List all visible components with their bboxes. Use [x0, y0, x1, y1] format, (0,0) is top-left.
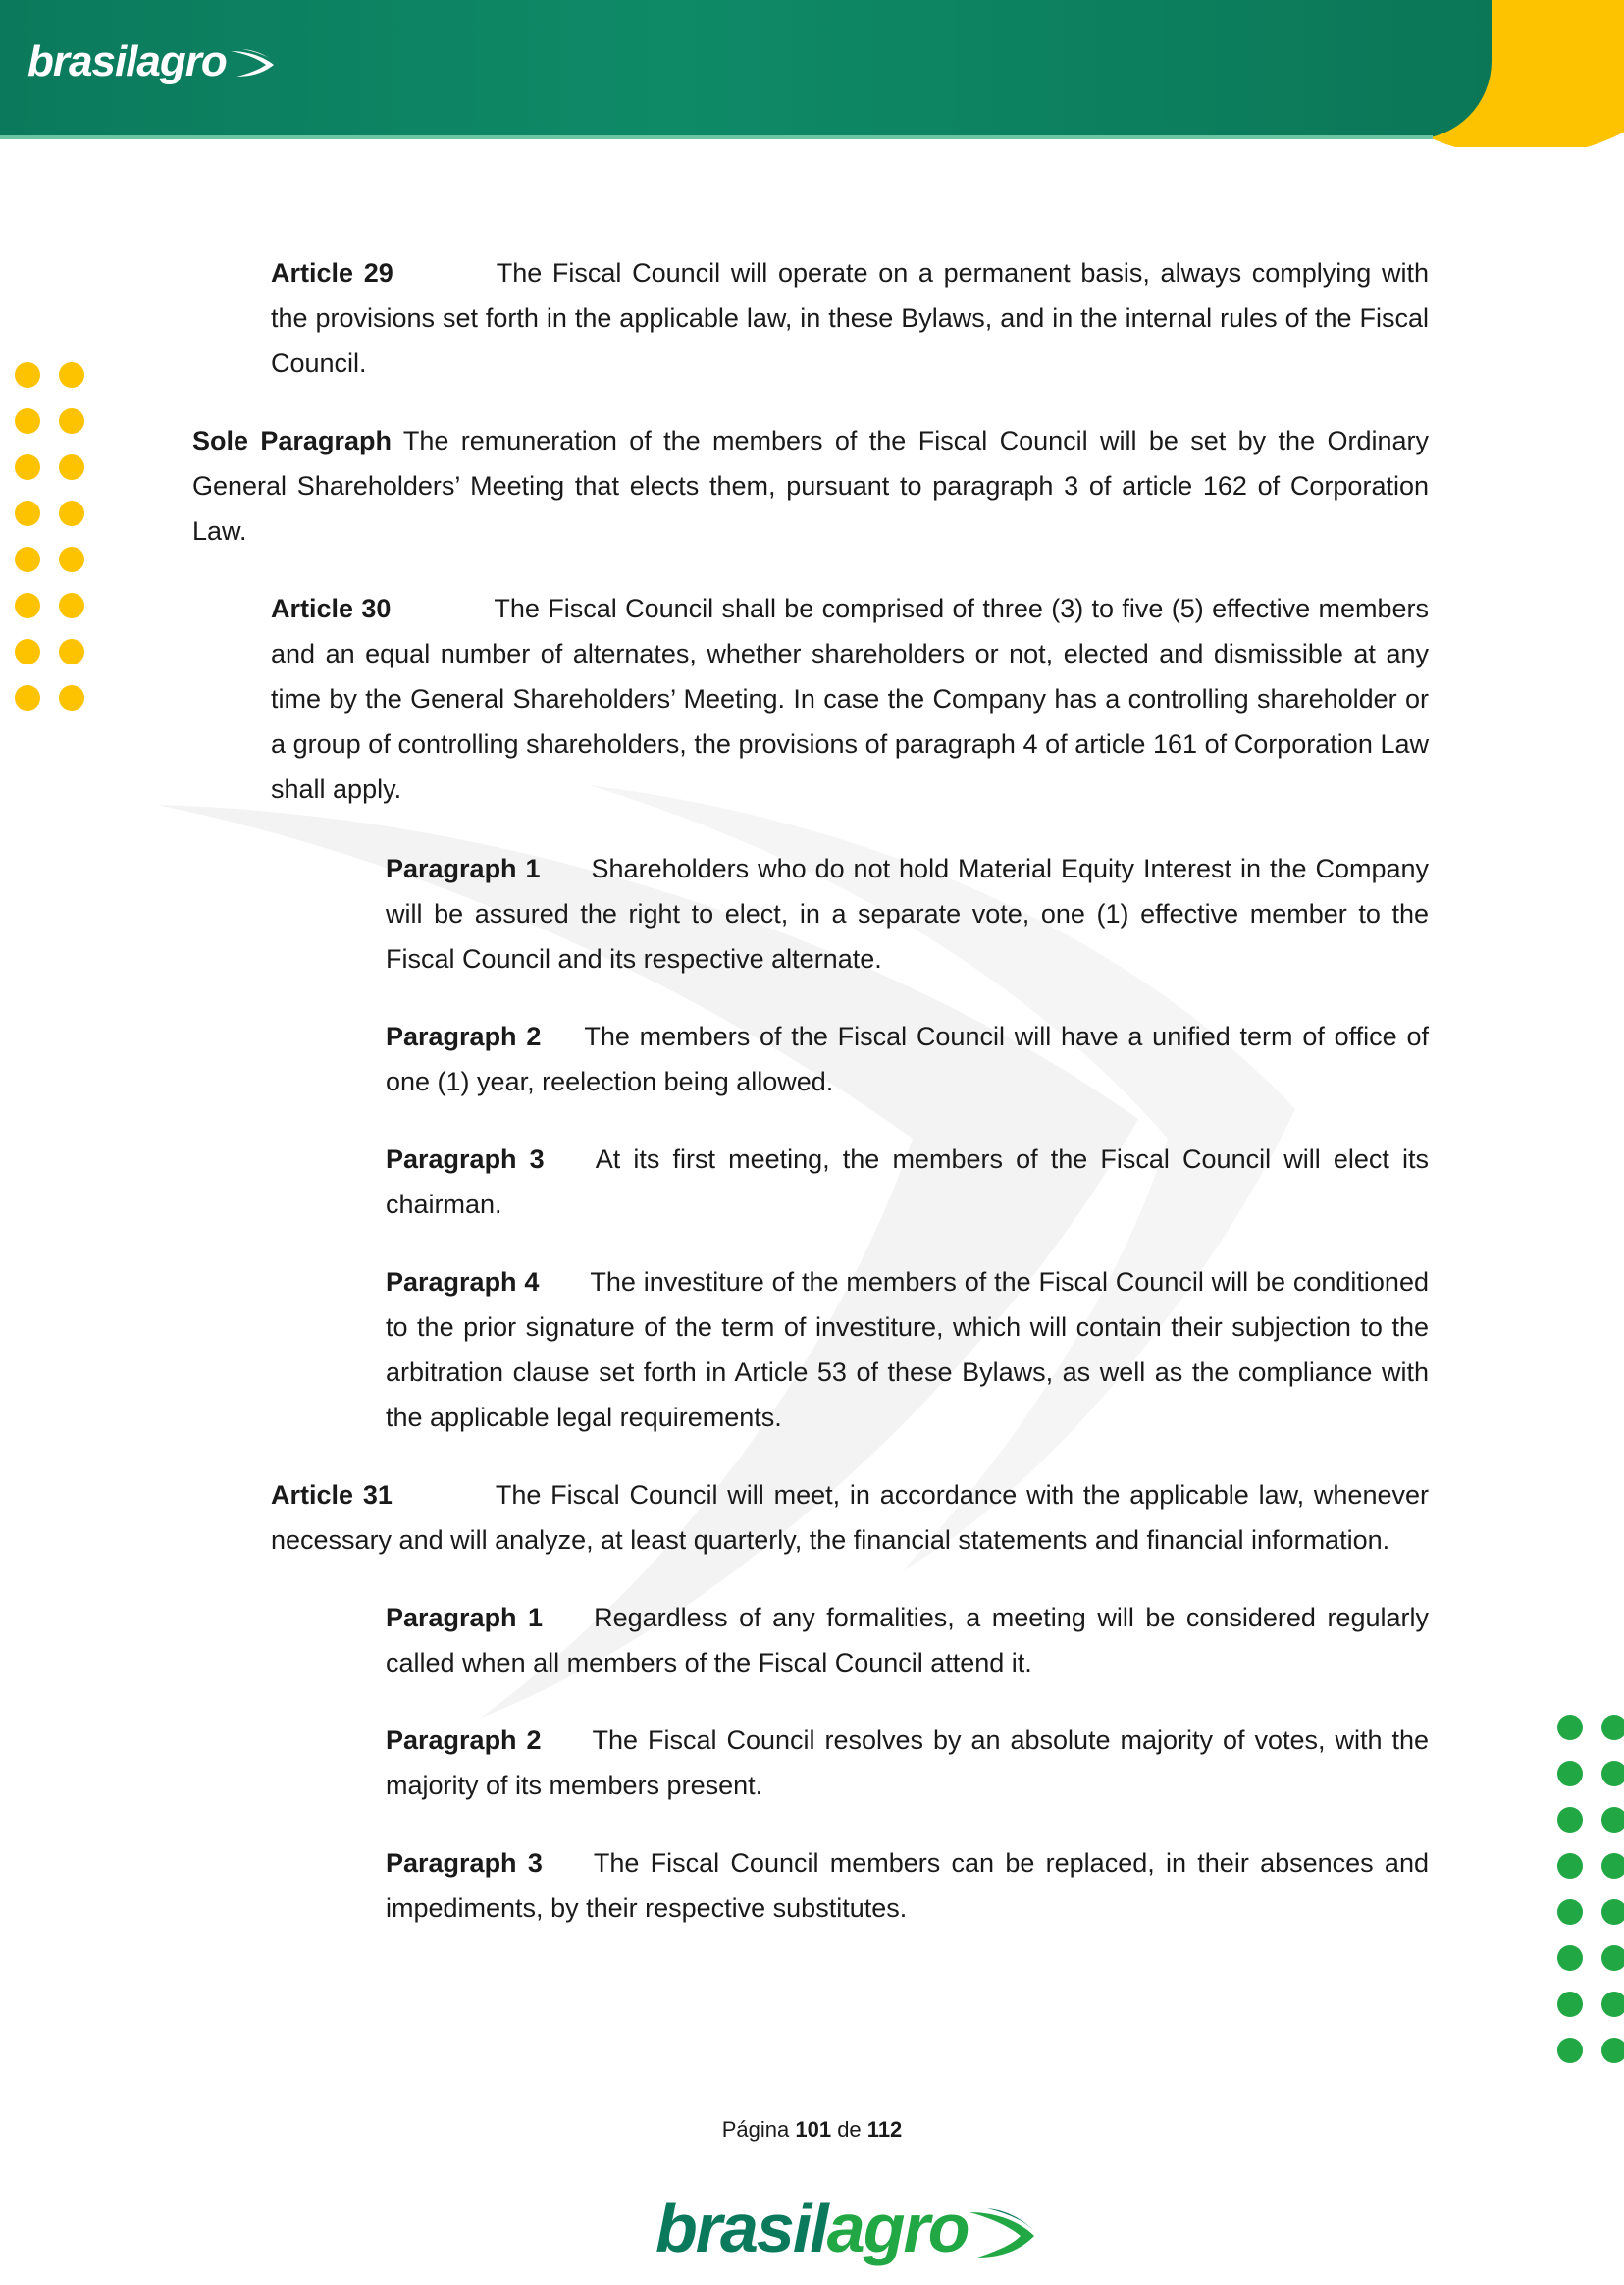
article-30 — [271, 586, 1429, 812]
page-header — [0, 0, 1624, 147]
article-29 — [271, 250, 1429, 386]
paragraph-label: Paragraph 3 — [386, 1144, 545, 1174]
decorative-dots-yellow — [15, 362, 84, 711]
article-31-paragraph-1 — [386, 1595, 1429, 1685]
footer-logo-accent: agro — [826, 2190, 969, 2266]
paragraph-text: The investiture of the members of the Fiscal Council will be conditioned to the prior signature of the term of investiture, which will contain their subjection to the arbitration clause set forth in Article 53 of these Bylaws, as well as the compliance with the applicable legal requirements. — [386, 1267, 1429, 1432]
paragraph-text: The Fiscal Council members can be replaced, in their absences and impediments, by their respective substitutes. — [386, 1848, 1429, 1923]
article-31-paragraph-3 — [386, 1840, 1429, 1931]
article-30-text: The Fiscal Council shall be comprised of three (3) to five (5) effective members and an equal number of alternates, whether shareholders or not, elected and dismissible at any time by the General Shareholders’ Meeting. In case the Company has a controlling shareholder or a group of controlling shareholders, the provisions of paragraph 4 of article 161 of Corporation Law shall apply. — [271, 594, 1429, 804]
article-30-paragraph-1 — [386, 846, 1429, 982]
paragraph-label: Paragraph 4 — [386, 1267, 540, 1297]
of-word: de — [837, 2117, 862, 2142]
article-31 — [271, 1472, 1429, 1563]
sole-paragraph — [192, 418, 1429, 554]
footer-logo-swoosh-icon — [968, 2206, 1036, 2261]
paragraph-text: The Fiscal Council resolves by an absolute majority of votes, with the majority of its members present. — [386, 1726, 1429, 1800]
logo-swoosh-icon — [229, 47, 276, 80]
article-29-text: The Fiscal Council will operate on a permanent basis, always complying with the provisions set forth in the applicable law, in these Bylaws, and in the internal rules of the Fiscal Council. — [271, 258, 1429, 378]
header-divider — [0, 135, 1433, 139]
page-number — [0, 2117, 1624, 2143]
footer-logo — [655, 2189, 1036, 2267]
article-30-paragraph-3 — [386, 1137, 1429, 1227]
paragraph-text: Regardless of any formalities, a meeting will be considered regularly called when all members of the Fiscal Council attend it. — [386, 1603, 1429, 1677]
total-pages: 112 — [866, 2117, 903, 2142]
current-page: 101 — [795, 2117, 832, 2142]
article-31-label: Article 31 — [271, 1480, 393, 1510]
paragraph-text: The members of the Fiscal Council will have a unified term of office of one (1) year, reelection being allowed. — [386, 1022, 1429, 1096]
article-29-label: Article 29 — [271, 258, 393, 288]
article-30-paragraph-4 — [386, 1259, 1429, 1440]
sole-paragraph-text: The remuneration of the members of the Fiscal Council will be set by the Ordinary General Shareholders’ Meeting that elects them, pursuant to paragraph 3 of article 162 of Corporation Law. — [192, 426, 1429, 546]
article-30-paragraph-2 — [386, 1014, 1429, 1104]
paragraph-label: Paragraph 1 — [386, 854, 541, 883]
paragraph-text: Shareholders who do not hold Material Equity Interest in the Company will be assured the right to elect, in a separate vote, one (1) effective member to the Fiscal Council and its respective alternate. — [386, 854, 1429, 974]
paragraph-label: Paragraph 2 — [386, 1022, 542, 1051]
page-word: Página — [721, 2117, 790, 2142]
paragraph-label: Paragraph 3 — [386, 1848, 543, 1878]
article-31-paragraph-2 — [386, 1718, 1429, 1808]
article-31-text: The Fiscal Council will meet, in accordance with the applicable law, whenever necessary and will analyze, at least quarterly, the financial statements and financial information. — [271, 1480, 1429, 1555]
paragraph-label: Paragraph 1 — [386, 1603, 544, 1632]
paragraph-text: At its first meeting, the members of the Fiscal Council will elect its chairman. — [386, 1144, 1429, 1219]
sole-paragraph-label: Sole Paragraph — [192, 426, 392, 455]
decorative-dots-green — [1557, 1715, 1624, 2063]
article-30-label: Article 30 — [271, 594, 392, 623]
footer-logo-main: brasil — [655, 2190, 827, 2266]
header-logo-text: brasilagro — [27, 37, 227, 85]
paragraph-label: Paragraph 2 — [386, 1726, 542, 1755]
header-logo — [27, 37, 276, 86]
